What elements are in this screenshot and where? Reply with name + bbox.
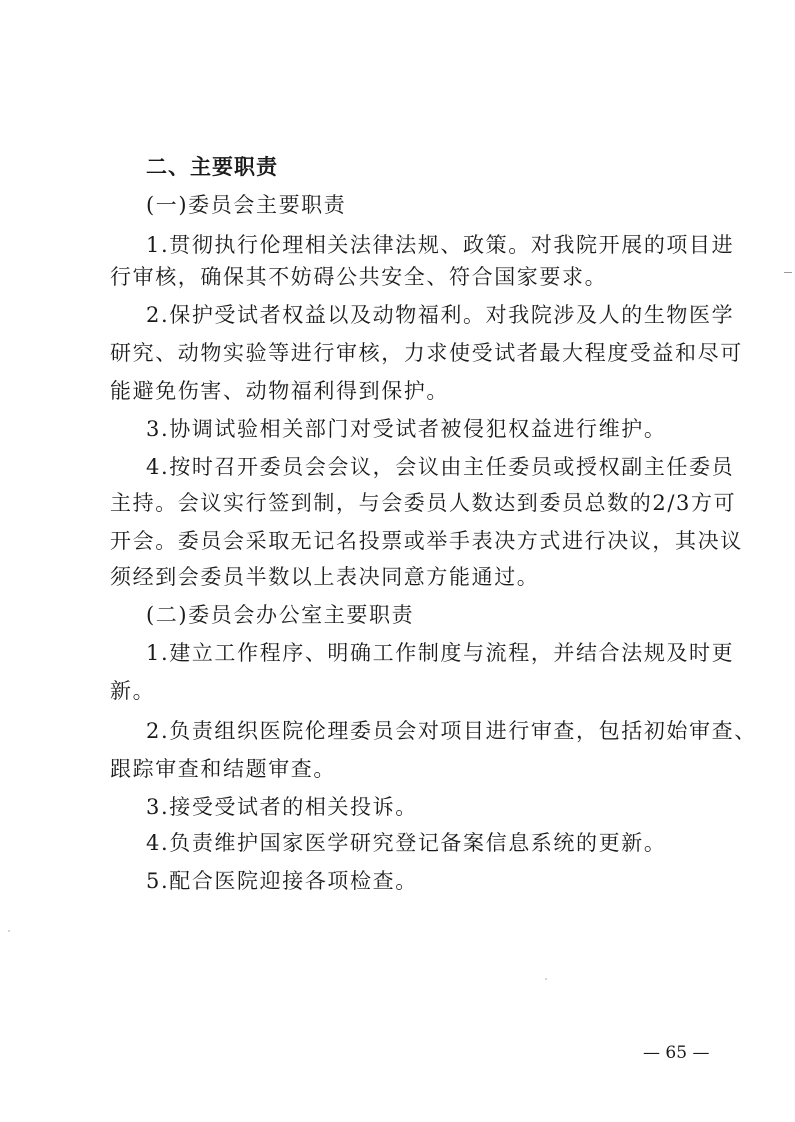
- committee-item-4-line-1: 4.按时召开委员会会议，会议由主任委员或授权副主任委员: [146, 455, 735, 479]
- committee-item-2-line-1: 2.保护受试者权益以及动物福利。对我院涉及人的生物医学: [146, 303, 735, 327]
- committee-item-1-line-2: 行审核，确保其不妨碍公共安全、符合国家要求。: [110, 265, 608, 289]
- office-item-4-line-1: 4.负责维护国家医学研究登记备案信息系统的更新。: [146, 831, 667, 855]
- office-item-1-line-2: 新。: [110, 679, 156, 703]
- scan-edge-mark: [784, 272, 792, 273]
- committee-item-4-line-2: 主持。会议实行签到制，与会委员人数达到委员总数的2/3方可: [110, 491, 737, 515]
- committee-item-2-line-2: 研究、动物实验等进行审核，力求使受试者最大程度受益和尽可: [110, 341, 743, 365]
- scan-speck: [545, 978, 547, 980]
- committee-heading: (一)委员会主要职责: [146, 193, 347, 217]
- page-number: — 65 —: [643, 1043, 710, 1063]
- office-item-5-line-1: 5.配合医院迎接各项检查。: [146, 869, 418, 893]
- office-heading: (二)委员会办公室主要职责: [146, 603, 415, 627]
- office-item-3-line-1: 3.接受受试者的相关投诉。: [146, 795, 418, 819]
- office-item-1-line-1: 1.建立工作程序、明确工作制度与流程，并结合法规及时更: [146, 641, 735, 665]
- committee-item-3-line-1: 3.协调试验相关部门对受试者被侵犯权益进行维护。: [146, 417, 667, 441]
- committee-item-4-line-4: 须经到会委员半数以上表决同意方能通过。: [110, 565, 540, 589]
- scan-speck: [8, 930, 10, 932]
- committee-item-4-line-3: 开会。委员会采取无记名投票或举手表决方式进行决议，其决议: [110, 529, 743, 553]
- committee-item-2-line-3: 能避免伤害、动物福利得到保护。: [110, 379, 449, 403]
- committee-item-1-line-1: 1.贯彻执行伦理相关法律法规、政策。对我院开展的项目进: [146, 233, 735, 257]
- office-item-2-line-2: 跟踪审查和结题审查。: [110, 757, 336, 781]
- section-heading: 二、主要职责: [146, 155, 278, 179]
- office-item-2-line-1: 2.负责组织医院伦理委员会对项目进行审查，包括初始审查、: [146, 719, 757, 743]
